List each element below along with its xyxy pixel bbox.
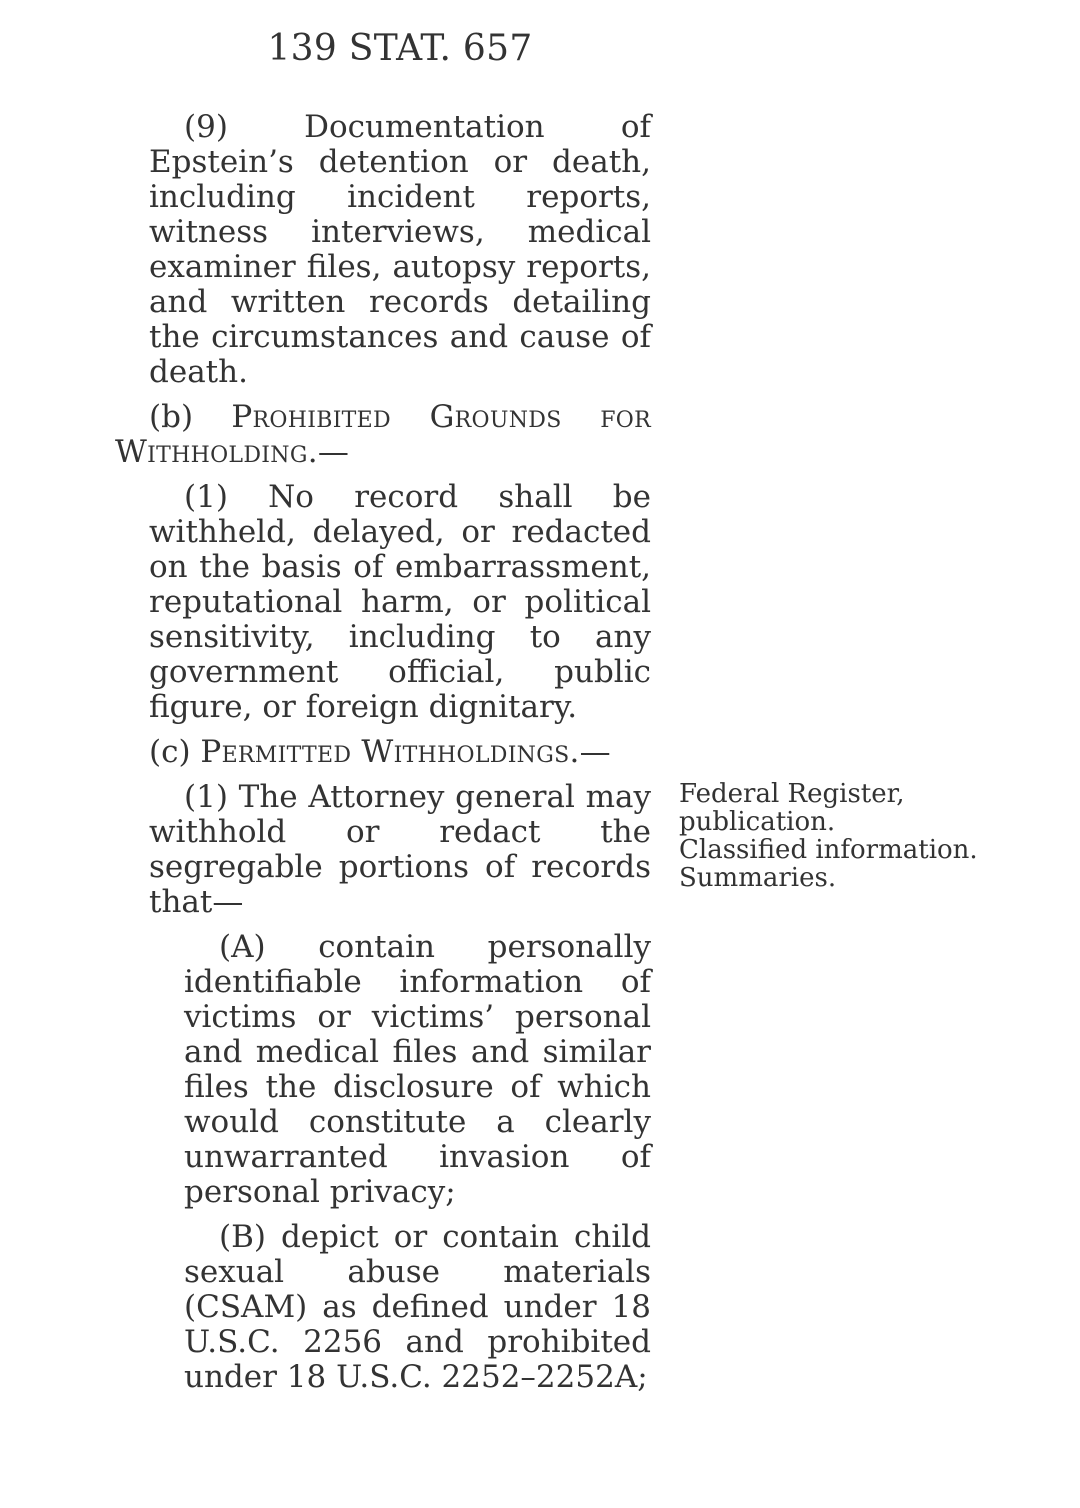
subsection-c-title: Permitted Withholdings.— <box>200 734 611 770</box>
subsection-c-heading <box>149 735 651 770</box>
margin-note-line: Summaries. <box>679 863 837 893</box>
subsection-b-paragraph-1: (1) No record shall be withheld, delayed, or redacted on the basis of embarrassment, reputational harm, or political sensitivity, including to any government official, public figure, or foreign dignitary. <box>149 479 651 725</box>
subsection-b-title: Prohibited Grounds for Withholding.— <box>115 399 651 470</box>
subsection-b-heading <box>115 400 651 470</box>
paragraph-9: (9) Documentation of Epstein’s detention or death, including incident reports, witness interviews, medical examiner files, autopsy reports, and written records detailing the circumstances and cause of death. <box>149 109 651 390</box>
subparagraph-b: (B) depict or contain child sexual abuse materials (CSAM) as defined under 18 U.S.C. 2256 and prohibited under 18 U.S.C. 2252–2252A; <box>184 1219 651 1395</box>
statute-text-column <box>115 109 651 1405</box>
subsection-b-designator: (b) <box>149 399 232 435</box>
margin-note-line: Classified information. <box>679 835 978 865</box>
margin-note-line: Federal Register, <box>679 779 905 809</box>
subparagraph-a: (A) contain personally identifiable information of victims or victims’ personal and medical files and similar files the disclosure of which would constitute a clearly unwarranted invasion of personal privacy; <box>184 929 651 1210</box>
page-citation-header: 139 STAT. 657 <box>267 28 533 69</box>
subsection-c-paragraph-1: (1) The Attorney general may withhold or redact the segregable portions of records that— <box>149 779 651 920</box>
subsection-c-designator: (c) <box>149 734 201 770</box>
margin-note <box>679 780 1059 892</box>
margin-note-line: publication. <box>679 807 836 837</box>
